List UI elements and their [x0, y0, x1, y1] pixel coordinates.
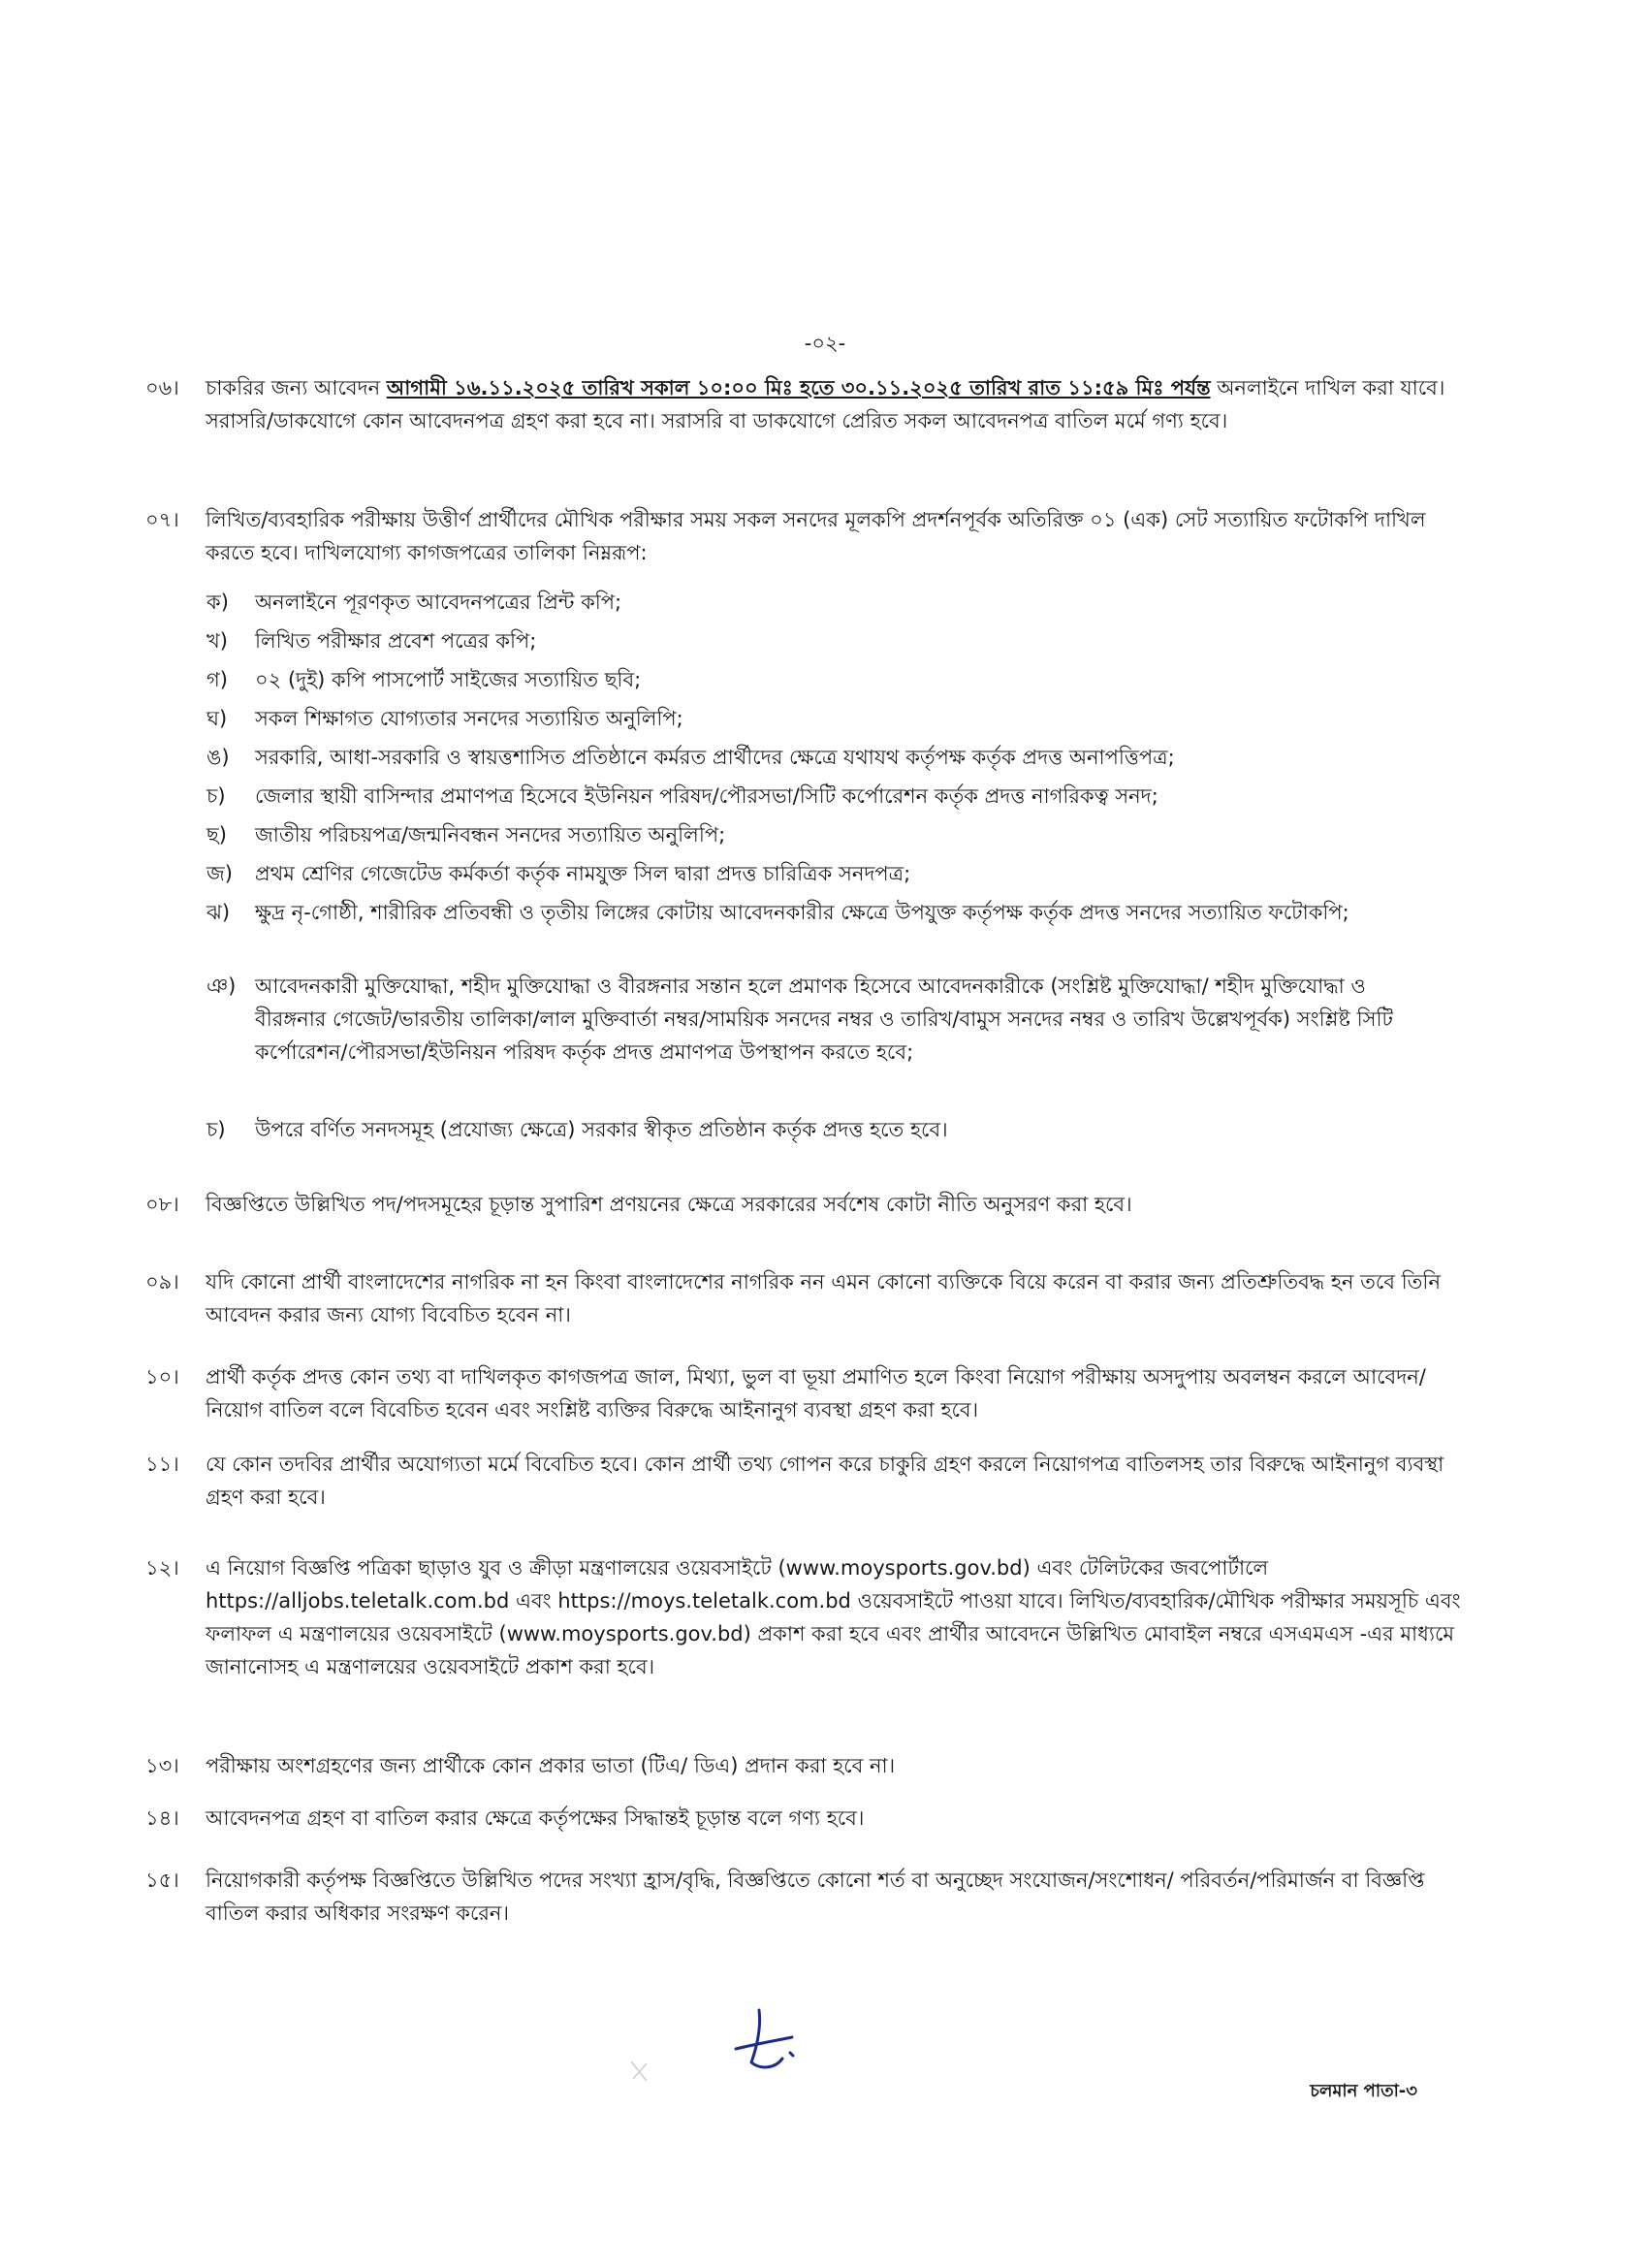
clause-text-pre: চাকরির জন্য আবেদন — [206, 376, 387, 399]
clause-text: আবেদনপত্র গ্রহণ বা বাতিল করার ক্ষেত্রে কর্তৃপক্ষের সিদ্ধান্তই চূড়ান্ত বলে গণ্য হবে। — [206, 1806, 865, 1830]
list-item-label: জ) — [206, 862, 233, 885]
signature-mark — [722, 2002, 809, 2080]
clause-number: ০৯। — [145, 1270, 179, 1294]
clause-text: যে কোন তদবির প্রার্থীর অযোগ্যতা মর্মে বিবেচিত হবে। কোন প্রার্থী তথ্য গোপন করে চাকুরি গ্রহণ করলে নিয়োগপত্র বাতিলসহ তার বিরুদ্ধে আইনানুগ ব্যবস্থা গ্রহণ করা হবে। — [206, 1453, 1444, 1509]
clause-15 — [145, 1864, 1474, 1930]
clause-text: যদি কোনো প্রার্থী বাংলাদেশের নাগরিক না হন কিংবা বাংলাদেশের নাগরিক নন এমন কোনো ব্যক্তিকে বিয়ে করেন বা করার জন্য প্রতিশ্রুতিবদ্ধ হন তবে তিনি আবেদন করার জন্য যোগ্য বিবেচিত হবেন না। — [206, 1270, 1441, 1326]
list-item-text: সকল শিক্ষাগত যোগ্যতার সনদের সত্যায়িত অনুলিপি; — [255, 707, 683, 730]
clause-text: বিজ্ঞপ্তিতে উল্লিখিত পদ/পদসমূহের চূড়ান্ত সুপারিশ প্রণয়নের ক্ষেত্রে সরকারের সর্বশেষ কোটা নীতি অনুসরণ করা হবে। — [206, 1193, 1132, 1216]
list-item-text: ০২ (দুই) কপি পাসপোর্ট সাইজের সত্যায়িত ছবি; — [255, 668, 642, 691]
list-item-label: চ) — [206, 784, 226, 808]
clause-text: নিয়োগকারী কর্তৃপক্ষ বিজ্ঞপ্তিতে উল্লিখিত পদের সংখ্যা হ্রাস/বৃদ্ধি, বিজ্ঞপ্তিতে কোনো শর্ত বা অনুচ্ছেদ সংযোজন/সংশোধন/ পরিবর্তন/পরিমার্জন বা বিজ্ঞপ্তি বাতিল করার অধিকার সংরক্ষণ করেন। — [206, 1869, 1425, 1925]
list-item — [206, 624, 1425, 657]
list-item — [206, 857, 1425, 890]
clause-number: ০৬। — [145, 376, 179, 399]
list-item-label: ঝ) — [206, 901, 231, 924]
list-item-text: অনলাইনে পূরণকৃত আবেদনপত্রের প্রিন্ট কপি; — [255, 591, 622, 614]
clause-number: ১১। — [145, 1453, 179, 1476]
list-item-text: আবেদনকারী মুক্তিযোদ্ধা, শহীদ মুক্তিযোদ্ধা ও বীরঙ্গনার সন্তান হলে প্রমাণক হিসেবে আবেদনকারীকে (সংশ্লিষ্ট মুক্তিযোদ্ধা/ শহীদ মুক্তিযোদ্ধা ও বীরঙ্গনার গেজেট/ভারতীয় তালিকা/লাল মুক্তিবার্তা নম্বর/সাময়িক সনদের নম্বর ও তারিখ/বামুস সনদের নম্বর ও তারিখ উল্লেখপূর্বক) সংশ্লিষ্ট সিটি কর্পোরেশন/পৌরসভা/ইউনিয়ন পরিষদ কর্তৃক প্রদত্ত প্রমাণপত্র উপস্থাপন করতে হবে; — [255, 974, 1393, 1064]
clause-number: ১০। — [145, 1365, 179, 1389]
list-item — [206, 896, 1425, 929]
list-item-label: খ) — [206, 629, 228, 653]
application-period: আগামী ১৬.১১.২০২৫ তারিখ সকাল ১০:০০ মিঃ হতে ৩০.১১.২০২৫ তারিখ রাত ১১:৫৯ মিঃ পর্যন্ত — [386, 376, 1211, 399]
list-item-label: ক) — [206, 591, 229, 614]
list-item — [206, 818, 1425, 851]
list-item-text: জেলার স্থায়ী বাসিন্দার প্রমাণপত্র হিসেবে ইউনিয়ন পরিষদ/পৌরসভা/সিটি কর্পোরেশন কর্তৃক প্রদত্ত নাগরিকত্ব সনদ; — [255, 784, 1158, 808]
list-item-text: লিখিত পরীক্ষার প্রবেশ পত্রের কপি; — [255, 629, 537, 653]
clause-number: ১৩। — [145, 1754, 179, 1777]
clause-13 — [145, 1749, 1474, 1782]
clause-06 — [145, 371, 1474, 437]
clause-10 — [145, 1360, 1474, 1426]
list-item — [206, 1113, 1425, 1146]
list-item-label: গ) — [206, 668, 228, 691]
clause-11 — [145, 1448, 1474, 1514]
clause-12 — [145, 1551, 1474, 1683]
clause-text: এ নিয়োগ বিজ্ঞপ্তি পত্রিকা ছাড়াও যুব ও ক্রীড়া মন্ত্রণালয়ের ওয়েবসাইটে (www.moysports.gov.bd) এবং টেলিটকের জবপোর্টালে https://alljobs.teletalk.com.bd এবং https://moys.teletalk.com.bd ওয়েবসাইটে পাওয়া যাবে। লিখিত/ব্যবহারিক/মৌখিক পরীক্ষার সময়সূচি এবং ফলাফল এ মন্ত্রণালয়ের ওয়েবসাইটে (www.moysports.gov.bd) প্রকাশ করা হবে এবং প্রার্থীর আবেদনে উল্লিখিত মোবাইল নম্বরে এসএমএস -এর মাধ্যমে জানানোসহ এ মন্ত্রণালয়ের ওয়েবসাইটে প্রকাশ করা হবে। — [206, 1556, 1461, 1678]
clause-number: ১৪। — [145, 1806, 179, 1830]
list-item-label: চ) — [206, 1118, 226, 1141]
list-item-text: সরকারি, আধা-সরকারি ও স্বায়ত্তশাসিত প্রতিষ্ঠানে কর্মরত প্রার্থীদের ক্ষেত্রে যথাযথ কর্তৃপক্ষ কর্তৃক প্রদত্ত অনাপত্তিপত্র; — [255, 746, 1175, 769]
clause-text-post: অনলাইনে দাখিল করা যাবে। সরাসরি/ডাকযোগে কোন আবেদনপত্র গ্রহণ করা হবে না। সরাসরি বা ডাকযোগে প্রেরিত সকল আবেদনপত্র বাতিল মর্মে গণ্য হবে। — [206, 376, 1445, 432]
continued-page-note: চলমান পাতা-৩ — [1310, 2081, 1417, 2101]
clause-number: ১৫। — [145, 1869, 179, 1892]
list-item — [206, 702, 1425, 735]
clause-08 — [145, 1188, 1474, 1221]
list-item — [206, 741, 1425, 774]
clause-14 — [145, 1802, 1474, 1835]
list-item-text: জাতীয় পরিচয়পত্র/জন্মনিবন্ধন সনদের সত্যায়িত অনুলিপি; — [255, 823, 726, 847]
list-item-label: ঙ) — [206, 746, 230, 769]
list-item-text: উপরে বর্ণিত সনদসমূহ (প্রযোজ্য ক্ষেত্রে) সরকার স্বীকৃত প্রতিষ্ঠান কর্তৃক প্রদত্ত হতে হবে। — [255, 1118, 948, 1141]
list-item-label: ঞ) — [206, 974, 237, 998]
clause-number: ০৮। — [145, 1193, 179, 1216]
list-item — [206, 780, 1425, 813]
clause-text — [206, 371, 1474, 437]
clause-07 — [145, 503, 1474, 569]
clause-text: প্রার্থী কর্তৃক প্রদত্ত কোন তথ্য বা দাখিলকৃত কাগজপত্র জাল, মিথ্যা, ভুল বা ভূয়া প্রমাণিত হলে কিংবা নিয়োগ পরীক্ষায় অসদুপায় অবলম্বন করলে আবেদন/নিয়োগ বাতিল বলে বিবেচিত হবেন এবং সংশ্লিষ্ট ব্যক্তির বিরুদ্ধে আইনানুগ ব্যবস্থা গ্রহণ করা হবে। — [206, 1365, 1426, 1421]
list-item — [206, 663, 1425, 696]
clause-text: লিখিত/ব্যবহারিক পরীক্ষায় উত্তীর্ণ প্রার্থীদের মৌখিক পরীক্ষার সময় সকল সনদের মূলকপি প্রদর্শনপূর্বক অতিরিক্ত ০১ (এক) সেট সত্যায়িত ফটোকপি দাখিল করতে হবে। দাখিলযোগ্য কাগজপত্রের তালিকা নিম্নরূপ: — [206, 508, 1426, 564]
list-item — [206, 970, 1425, 1069]
list-item-label: ঘ) — [206, 707, 228, 730]
page-number: -০২- — [804, 332, 846, 355]
clause-text: পরীক্ষায় অংশগ্রহণের জন্য প্রার্থীকে কোন প্রকার ভাতা (টিএ/ ডিএ) প্রদান করা হবে না। — [206, 1754, 896, 1777]
clause-number: ১২। — [145, 1556, 179, 1580]
list-item-label: ছ) — [206, 823, 227, 847]
clause-09 — [145, 1265, 1474, 1331]
faint-mark — [625, 2056, 654, 2085]
clause-number: ০৭। — [145, 508, 179, 531]
list-item-text: প্রথম শ্রেণির গেজেটেড কর্মকর্তা কর্তৃক নামযুক্ত সিল দ্বারা প্রদত্ত চারিত্রিক সনদপত্র; — [255, 862, 911, 885]
list-item — [206, 586, 1425, 619]
list-item-text: ক্ষুদ্র নৃ-গোষ্ঠী, শারীরিক প্রতিবন্ধী ও তৃতীয় লিঙ্গের কোটায় আবেদনকারীর ক্ষেত্রে উপযুক্ত কর্তৃপক্ষ কর্তৃক প্রদত্ত সনদের সত্যায়িত ফটোকপি; — [255, 901, 1349, 924]
